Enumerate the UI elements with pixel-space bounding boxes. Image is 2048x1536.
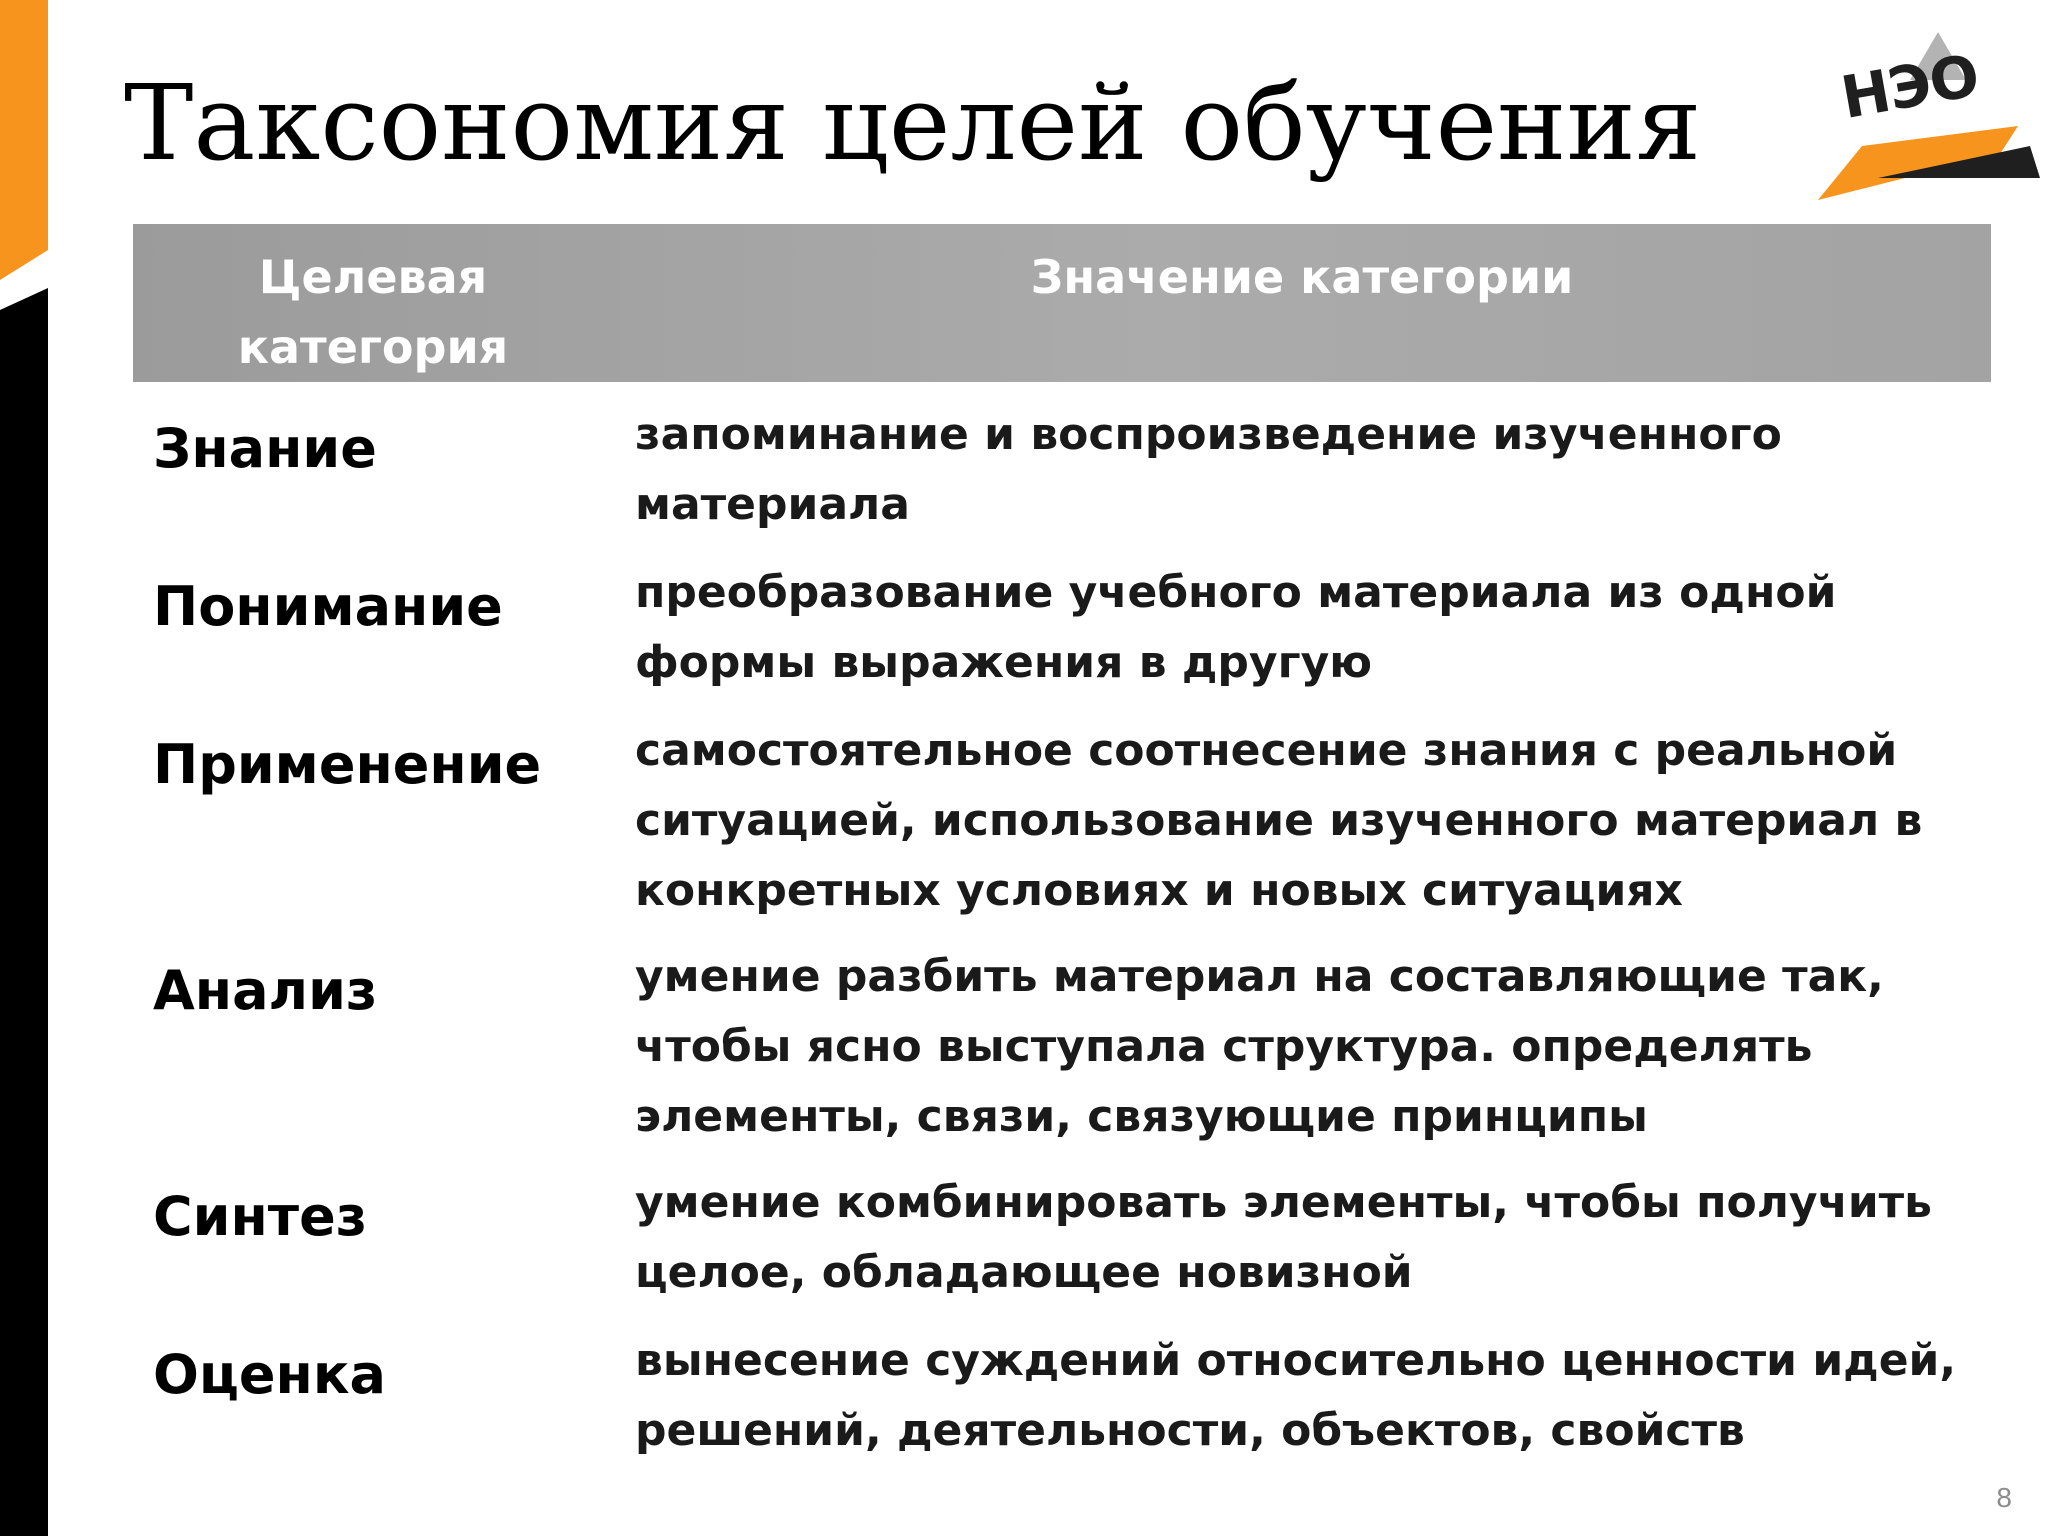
table-row: [133, 400, 1991, 558]
orange-stripe: [0, 0, 48, 280]
description-line: материала: [635, 479, 910, 530]
description-line: преобразование учебного материала из одной: [635, 567, 1837, 618]
description-cell: [635, 558, 1975, 698]
category-cell: Применение: [153, 733, 542, 796]
table-row: [133, 942, 1991, 1168]
header-category-line: Целевая: [258, 250, 488, 304]
description-cell: [635, 1326, 1975, 1466]
side-stripe-decoration: [0, 0, 60, 1536]
description-line: формы выражения в другую: [635, 637, 1373, 688]
description-line: решений, деятельности, объектов, свойств: [635, 1405, 1745, 1456]
page-number: 8: [1996, 1482, 2012, 1513]
description-cell: [635, 716, 1975, 926]
slide-title: Таксономия целей обучения: [124, 62, 1702, 184]
description-line: вынесение суждений относительно ценности идей,: [635, 1335, 1957, 1386]
description-cell: [635, 400, 1975, 540]
logo-text: НЭО: [1836, 41, 1984, 132]
table-row: [133, 1168, 1991, 1326]
category-cell: Знание: [153, 417, 377, 480]
description-line: умение комбинировать элементы, чтобы получить: [635, 1177, 1932, 1228]
category-cell: Синтез: [153, 1185, 368, 1248]
description-cell: [635, 1168, 1975, 1308]
description-line: элементы, связи, связующие принципы: [635, 1091, 1648, 1142]
table-row: [133, 716, 1991, 942]
black-stripe: [0, 288, 48, 1536]
description-line: ситуацией, использование изученного материал в: [635, 795, 1923, 846]
category-cell: Понимание: [153, 575, 503, 638]
table-row: [133, 558, 1991, 716]
category-cell: Оценка: [153, 1343, 386, 1406]
taxonomy-table: [133, 224, 1991, 1484]
table-header: [133, 224, 1991, 382]
table-row: [133, 1326, 1991, 1484]
description-line: самостоятельное соотнесение знания с реальной: [635, 725, 1898, 776]
description-line: конкретных условиях и новых ситуациях: [635, 865, 1683, 916]
description-line: запоминание и воспроизведение изученного: [635, 409, 1782, 460]
header-category-line: категория: [237, 320, 509, 374]
category-cell: Анализ: [153, 959, 378, 1022]
header-target-category: [133, 242, 613, 382]
description-line: чтобы ясно выступала структура. определять: [635, 1021, 1813, 1072]
header-category-meaning: Значение категории: [1030, 250, 1574, 304]
description-cell: [635, 942, 1975, 1152]
description-line: умение разбить материал на составляющие так,: [635, 951, 1884, 1002]
description-line: целое, обладающее новизной: [635, 1247, 1413, 1298]
